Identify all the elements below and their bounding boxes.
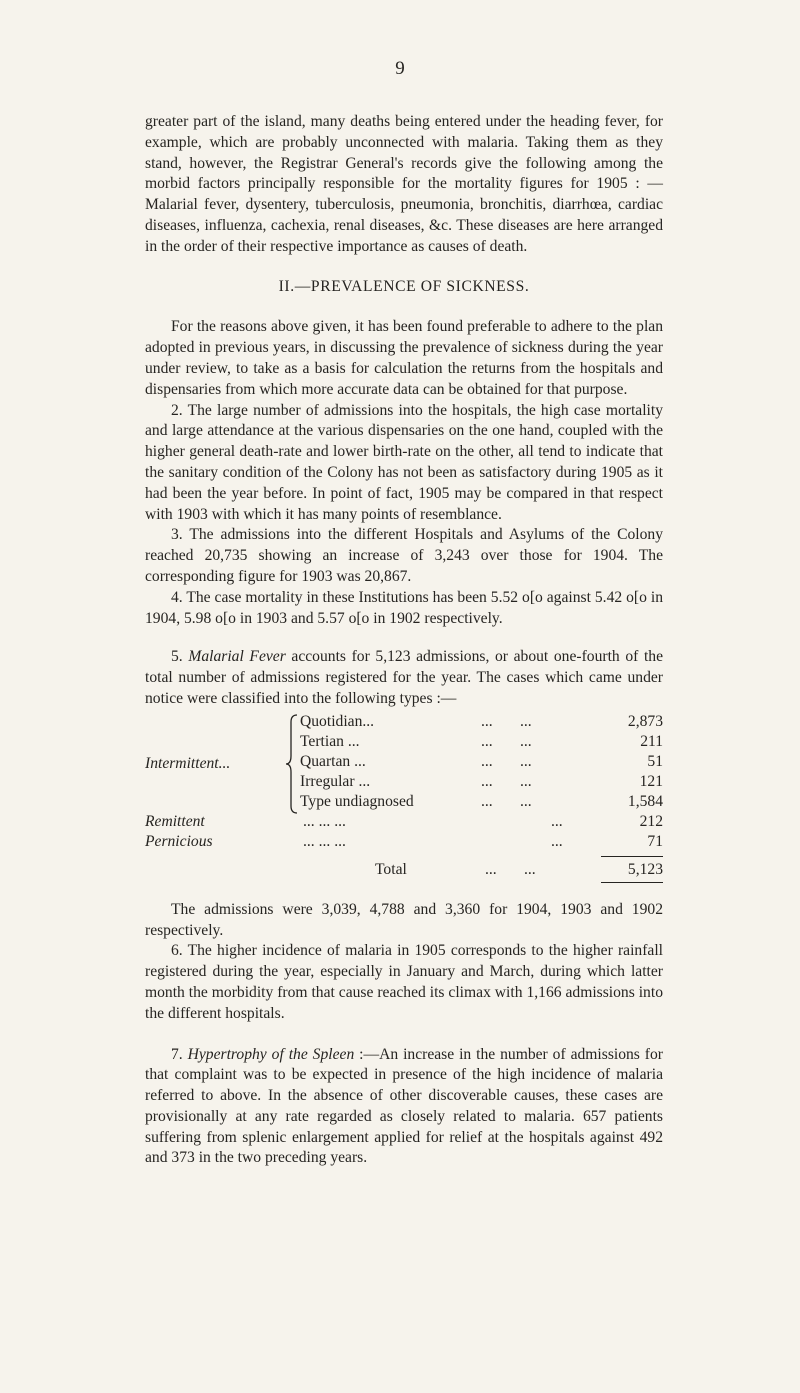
table-row	[145, 752, 663, 772]
total-value: 5,123	[627, 860, 663, 878]
table-row	[145, 792, 663, 812]
intro-paragraph: greater part of the island, many deaths being entered under the heading fever, for example, which are probably unconnected with malaria. Taking them as they stand, however, the Registrar General's records give the following among the morbid factors principally responsible for the mortality figures for 1905 : — Malarial fever, dysentery, tuberculosis, pneumonia, bronchitis, diarrhœa, cardiac diseases, influenza, cachexia, renal diseases, &c. These diseases are here arranged in the order of their respective importance as causes of death.	[145, 113, 663, 255]
total-rule	[601, 856, 663, 857]
table-row-remittent	[145, 812, 663, 832]
paragraph-5-number: 5.	[171, 648, 183, 666]
table-row	[145, 712, 663, 732]
malaria-types-table	[145, 712, 663, 882]
row-value: 211	[640, 732, 663, 750]
row-leader: ... ...	[485, 860, 536, 878]
row-label: Quotidian...	[300, 712, 375, 730]
row-value: 212	[639, 812, 663, 830]
table-row-pernicious	[145, 832, 663, 852]
paragraph-6: 6. The higher incidence of malaria in 1905 corresponds to the higher rainfall registered during the year, especially in January and March, during which latter month the morbidity from that cause reached its climax with 1,166 admissions into the different hospitals.	[145, 942, 663, 1022]
paragraph-5b: The admissions were 3,039, 4,788 and 3,360 for 1904, 1903 and 1902 respectively.	[145, 900, 663, 939]
table-row	[145, 732, 663, 752]
row-leader: ... ...	[481, 712, 532, 730]
paragraph-7	[145, 1045, 663, 1170]
paragraph-3: 3. The admissions into the different Hospitals and Asylums of the Colony reached 20,735 showing an increase of 3,243 over those for 1904. The corresponding figure for 1903 was 20,867.	[145, 526, 663, 585]
section-heading: II.—PREVALENCE OF SICKNESS.	[278, 277, 530, 295]
remittent-label: Remittent	[145, 812, 205, 830]
row-leader: ... ...	[481, 772, 532, 790]
page-body	[145, 112, 663, 1169]
row-value: 71	[647, 832, 663, 850]
row-leader: ... ...	[481, 732, 532, 750]
row-value: 121	[639, 772, 663, 790]
total-label: Total	[375, 860, 407, 878]
row-label: Type undiagnosed	[300, 792, 414, 810]
paragraph-7-term: Hypertrophy of the Spleen	[187, 1045, 355, 1063]
paragraph-5-term: Malarial Fever	[188, 648, 286, 666]
table-row-total	[145, 860, 663, 880]
paragraph-7-number: 7.	[171, 1045, 183, 1063]
row-value: 2,873	[627, 712, 663, 730]
paragraph-7-text: :—An increase in the number of admissions for that complaint was to be expected in presence of the high incidence of malaria referred to above. In the absence of other discoverable causes, these cases are provisionally at any rate regarded as closely related to malaria. 657 patients suffering from splenic enlargement applied for relief at the hospitals against 492 and 373 in the two preceding years.	[145, 1045, 663, 1167]
row-leader: ... ... ...	[303, 812, 346, 830]
page-number: 9	[395, 58, 405, 79]
row-leader: ... ... ...	[303, 832, 346, 850]
table-row	[145, 772, 663, 792]
intermittent-label: Intermittent...	[145, 754, 231, 772]
row-label: Tertian ...	[300, 732, 360, 750]
pernicious-label: Pernicious	[145, 832, 213, 850]
paragraph-2: 2. The large number of admissions into the hospitals, the high case mortality and large attendance at the various dispensaries on the one hand, coupled with the higher general death-rate and lower birth-rate on the other, all tend to indicate that the sanitary condition of the Colony has not been as satisfactory during 1905 as it had been the year before. In point of fact, 1905 may be compared in that respect with 1903 with which it has many points of resemblance.	[145, 401, 663, 523]
paragraph-1: For the reasons above given, it has been found preferable to adhere to the plan adopted in previous years, in discussing the prevalence of sickness during the year under review, to take as a basis for calculation the returns from the hospitals and dispensaries from which more accurate data can be obtained for that purpose.	[145, 318, 663, 398]
row-value: 1,584	[627, 792, 663, 810]
paragraph-4: 4. The case mortality in these Institutions has been 5.52 o[o against 5.42 o[o in 1904, 5.98 o[o in 1903 and 5.57 o[o in 1902 respectively.	[145, 588, 663, 627]
paragraph-5	[145, 647, 663, 709]
row-leader: ... ...	[481, 752, 532, 770]
row-value: 51	[647, 752, 663, 770]
row-leader-end: ...	[551, 832, 563, 850]
row-leader: ... ...	[481, 792, 532, 810]
row-label: Irregular ...	[300, 772, 371, 790]
paragraph-5-text: accounts for 5,123 admissions, or about one-fourth of the total number of admissions registered for the year. The cases which came under notice were classified into the following types :—	[145, 648, 663, 707]
row-leader-end: ...	[551, 812, 563, 830]
row-label: Quartan ...	[300, 752, 366, 770]
total-underline	[601, 882, 663, 883]
